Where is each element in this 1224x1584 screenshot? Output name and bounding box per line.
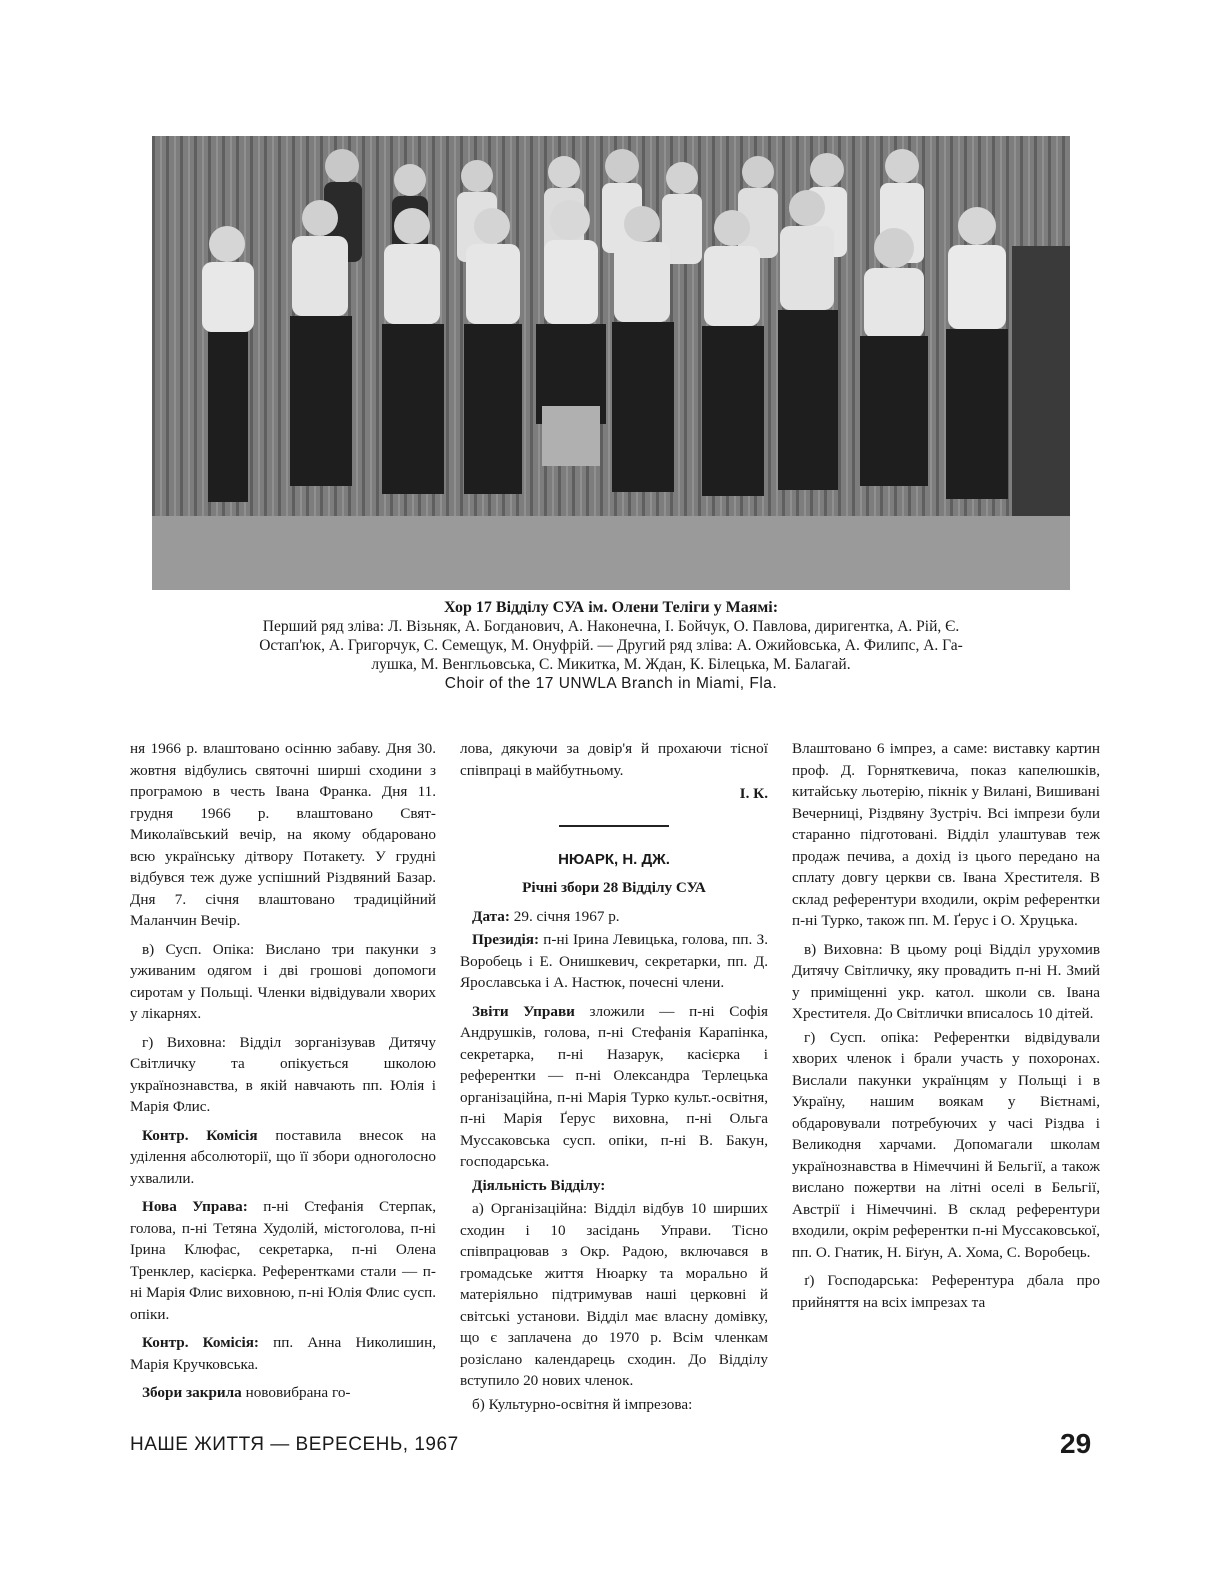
- paragraph-text: 29. січня 1967 р.: [509, 907, 620, 925]
- paragraph-label: Контр. Комісія:: [142, 1334, 259, 1351]
- paragraph-label: Контр. Комісія: [142, 1126, 258, 1144]
- paragraph: [130, 1382, 436, 1404]
- paragraph: б) Культурно-освітня й імпрезова:: [472, 1395, 693, 1413]
- caption-title: Хор 17 Відділу СУА ім. Олени Теліги у Маямі:: [443, 599, 779, 616]
- column-2: [460, 738, 768, 1422]
- page-number: 29: [1060, 1428, 1092, 1459]
- choir-photo-illustration: [152, 136, 1070, 590]
- caption-line: Перший ряд зліва: Л. Візьняк, А. Богданович, А. Наконечна, І. Бойчук, О. Павлова, диригентка, А. Рій, Є.: [262, 618, 960, 635]
- paragraph-label: Звіти Управи: [472, 1002, 575, 1020]
- column-1: [130, 738, 436, 1411]
- paragraph-text: п-ні Стефанія Стерпак, голова, п-ні Тетяна Худолій, містоголова, п-ні Ірина Клюфас, секретарка, п-ні Олена Тренклер, касієрка. Референтками стали — п-ні Марія Флис виховною, п-ні Юлія Флис сусп. опіки.: [130, 1198, 436, 1323]
- paragraph-label: Президія:: [472, 931, 540, 948]
- photo-caption: [152, 598, 1070, 693]
- paragraph-label: Діяльність Відділу:: [472, 1176, 606, 1194]
- paragraph-text: зложили — п-ні Софія Андрушків, голова, п-ні Стефанія Карапінка, секретарка, п-ні Назарук, касієрка і референтки — п-ні Олександра Терлецька організаційна, п-ні Марія Турко культ.-освітня, п-ні Марія Ґерус виховна, п-ні Ольга Муссаковська сусп. опіки, п-ні В. Бакун, господарська.: [460, 1002, 768, 1170]
- paragraph: г) Виховна: Відділ зорганізував Дитячу Світличку та опікується школою українознавства, в якій навчають пп. Юлія і Марія Флис.: [130, 1033, 436, 1115]
- caption-line: Остап'юк, А. Григорчук, С. Семещук, М. Онуфрій. — Другий ряд зліва: А. Ожийовська, А. Филипс, А. Га-: [259, 637, 963, 654]
- paragraph: [130, 1332, 436, 1375]
- journal-footer: НАШЕ ЖИТТЯ — ВЕРЕСЕНЬ, 1967: [130, 1434, 459, 1455]
- paragraph: [130, 1125, 436, 1190]
- column-3: [792, 738, 1100, 1320]
- paragraph: [460, 929, 768, 994]
- caption-english: Choir of the 17 UNWLA Branch in Miami, Fla.: [444, 675, 778, 692]
- paragraph: а) Організаційна: Відділ відбув 10 ширших сходин і 10 засідань Управи. Тісно співпрацював з Окр. Радою, включався в громадське життя Нюарку та морально й матеріяльно підтримував наші церковні й світські установи. Відділ має власну домівку, що є заплачена до 1970 р. Всім членкам розіслано календарець сходин. До Відділу вступило 20 нових членок.: [460, 1200, 768, 1389]
- paragraph-text: нововибрана го-: [241, 1384, 351, 1401]
- paragraph: лова, дякуючи за довір'я й прохаючи тісної співпраці в майбутньому.: [460, 740, 768, 779]
- paragraph: в) Виховна: В цьому році Відділ урухомив Дитячу Світличку, яку провадить п-ні Н. Змий у приміщенні укр. катол. школи св. Івана Хрестителя. До Світлички вписалось 10 дітей.: [792, 940, 1100, 1022]
- paragraph: [130, 1196, 436, 1325]
- section-heading: НЮАРК, Н. ДЖ.: [558, 850, 670, 868]
- caption-line: лушка, М. Венгльовська, С. Микитка, М. Ждан, К. Білецька, М. Балагай.: [371, 656, 851, 673]
- paragraph-label: Дата:: [472, 907, 510, 925]
- paragraph: ґ) Господарська: Референтура дбала про прийняття на всіх імпрезах та: [792, 1272, 1100, 1311]
- paragraph-label: Нова Управа:: [142, 1198, 248, 1215]
- paragraph: ня 1966 р. влаштовано осінню забаву. Дня 30. жовтня відбулись святочні ширші сходини з програмою в честь Івана Франка. Дня 11. грудня 1966 р. влаштовано Свят-Миколаївський вечір, на якому обдаровано всю українську дітвору Потакету. У грудні відбувся теж дуже успішний Різдвяний Базар. Дня 7. січня влаштовано традиційний Маланчин Вечір.: [130, 740, 436, 929]
- paragraph: [460, 1001, 768, 1173]
- paragraph-text: поставила внесок на уділення абсолюторії, що її збори одноголосно ухвалили.: [130, 1126, 436, 1187]
- paragraph-label: Збори закрила: [142, 1384, 242, 1401]
- paragraph-text: п-ні Ірина Левицька, голова, пп. З. Воробець і Е. Онишкевич, секретарки, пп. Д. Ярославська і А. Настюк, почесні члени.: [460, 931, 768, 991]
- signature: І. К.: [739, 785, 768, 802]
- paragraph-text: пп. Анна Николишин, Марія Кручковська.: [130, 1334, 436, 1373]
- choir-photo: [152, 136, 1070, 590]
- paragraph: [460, 906, 768, 928]
- paragraph: Влаштовано 6 імпрез, а саме: виставку картин проф. Д. Горняткевича, показ капелюшків, китайську льотерію, пікнік у Вилані, Вишивані Вечерниці, Різдвяну Зустріч. Всі імпрези були старанно підготовані. Відділ улаштував теж продаж печива, а дохід із цього передано на сплату довгу церкви св. Івана Хрестителя. В склад референтури входили, окрім референтки п-ні Турко, також пп. М. Ґерус і О. Хруцька.: [792, 740, 1100, 929]
- paragraph: г) Сусп. опіка: Референтки відвідували хворих членок і брали участь у похоронах. Вислали пакунки українцям у Польщі і в Україну, нашим воякам у Вієтнамі, обдаровували потребуючих у часі Різдва і Великодня харчами. Допомагали школам українознавства в Німеччині й Бельгії, а також вислано пожертви на літні оселі в Бельгії, Австрії і Німеччині. В склад референтури входили, окрім референтки п-ні Муссаковської, пп. О. Гнатик, Н. Біґун, А. Хома, С. Воробець.: [792, 1028, 1100, 1261]
- section-divider: [559, 825, 669, 827]
- paragraph: в) Сусп. Опіка: Вислано три пакунки з уживаним одягом і дві грошові допомоги сиротам у Польщі. Членки відвідували хворих у лікарнях.: [130, 940, 436, 1022]
- section-subheading: Річні збори 28 Відділу СУА: [522, 879, 706, 896]
